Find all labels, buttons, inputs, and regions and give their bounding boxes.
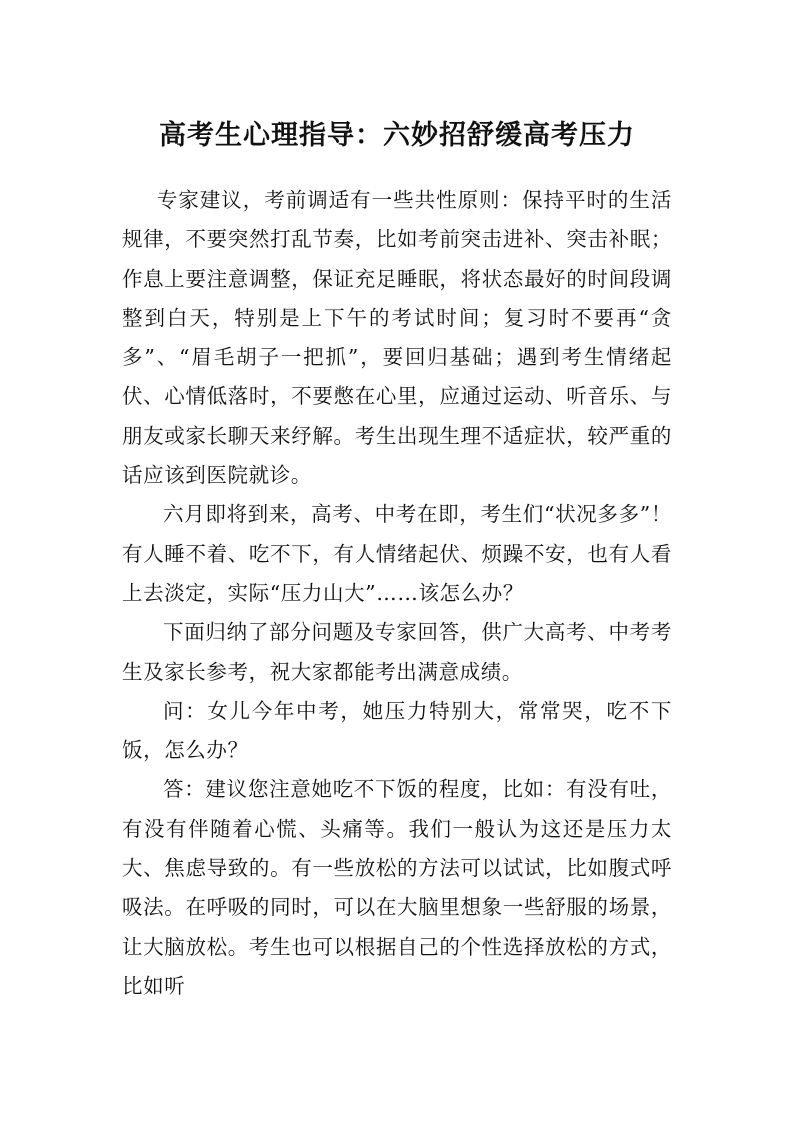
document-body: [122, 181, 672, 1006]
paragraph-question: 问：女儿今年中考，她压力特别大，常常哭，吃不下饭，怎么办？: [122, 698, 672, 763]
paragraph-summary: 下面归纳了部分问题及专家回答，供广大高考、中考考生及家长参考，祝大家都能考出满意成绩。: [122, 620, 672, 684]
paragraph-expert-advice: 专家建议，考前调适有一些共性原则：保持平时的生活规律，不要突然打乱节奏，比如考前突击进补、突击补眠；作息上要注意调整，保证充足睡眠，将状态最好的时间段调整到白天，特别是上下午的考试时间；复习时不要再“贪多”、“眉毛胡子一把抓”，要回归基础；遇到考生情绪起伏、心情低落时，不要憋在心里，应通过运动、听音乐、与朋友或家长聊天来纾解。考生出现生理不适症状，较严重的话应该到医院就诊。: [122, 188, 672, 488]
paragraph-june-intro: 六月即将到来，高考、中考在即，考生们“状况多多”！有人睡不着、吃不下，有人情绪起伏、烦躁不安，也有人看上去淡定，实际“压力山大”……该怎么办？: [122, 502, 672, 605]
paragraph-answer: 答：建议您注意她吃不下饭的程度，比如：有没有吐，有没有伴随着心慌、头痛等。我们一般认为这还是压力太大、焦虑导致的。有一些放松的方法可以试试，比如腹式呼吸法。在呼吸的同时，可以在大脑里想象一些舒服的场景，让大脑放松。考生也可以根据自己的个性选择放松的方式，比如听: [122, 777, 672, 998]
document-title: 高考生心理指导：六妙招舒缓高考压力: [159, 120, 635, 152]
